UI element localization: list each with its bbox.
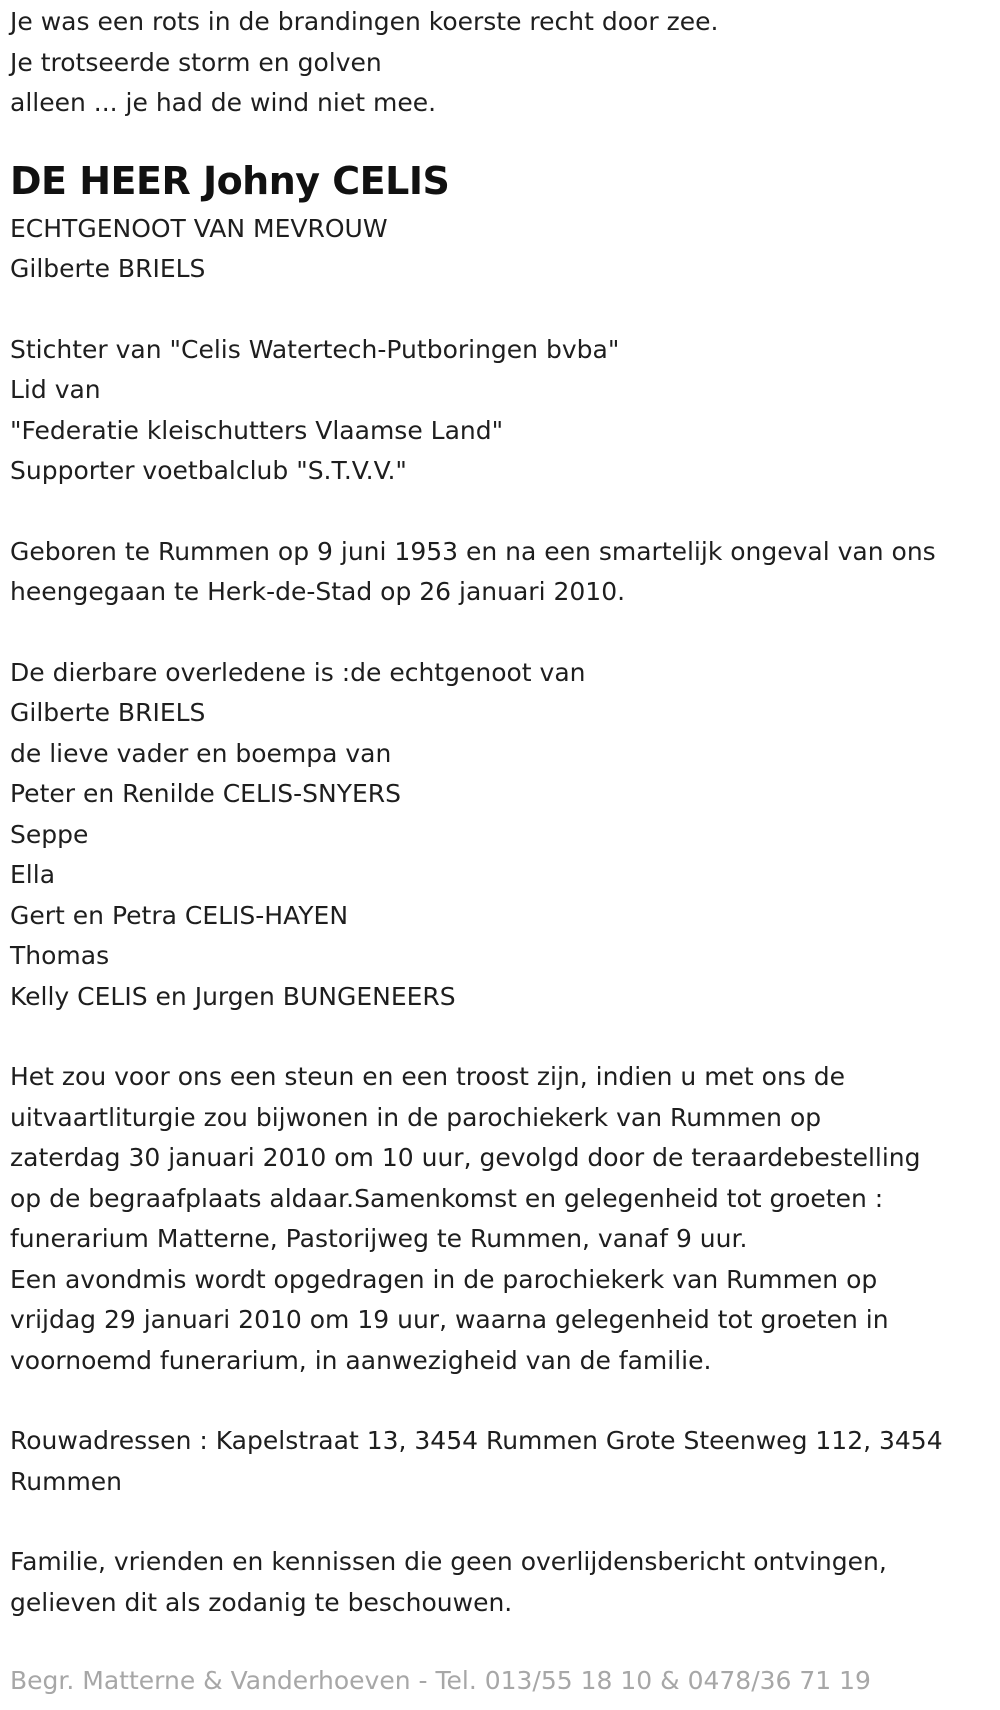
affiliation-line: Supporter voetbalclub "S.T.V.V.": [10, 456, 407, 485]
family-line: de lieve vader en boempa van: [10, 738, 392, 768]
poem-line: alleen ... je had de wind niet mee.: [10, 88, 437, 117]
deceased-name: DE HEER Johny CELIS: [10, 158, 450, 203]
birth-death-block: [10, 532, 995, 613]
obituary-notice: [10, 0, 995, 1702]
funeral-home-footer: Begr. Matterne & Vanderhoeven - Tel. 013/55 18 10 & 0478/36 71 19: [10, 1666, 871, 1695]
family-line: Thomas: [10, 941, 110, 970]
notice-block: [10, 1542, 995, 1623]
family-line: Gert en Petra CELIS-HAYEN: [10, 900, 349, 930]
family-line: Peter en Renilde CELIS-SNYERS: [10, 779, 402, 808]
memorial-poem: [10, 0, 995, 124]
notice-line: Familie, vrienden en kennissen die geen overlijdensbericht ontvingen,: [10, 1547, 887, 1576]
addresses-block: [10, 1421, 995, 1502]
family-block: [10, 653, 995, 1018]
spouse-name: Gilberte BRIELS: [10, 254, 206, 283]
affiliation-line: Stichter van "Celis Watertech-Putboringen bvba": [10, 334, 620, 364]
ceremony-line: uitvaartliturgie zou bijwonen in de parochiekerk van Rummen op: [10, 1102, 822, 1132]
birth-death-line: Geboren te Rummen op 9 juni 1953 en na een smartelijk ongeval van ons: [10, 536, 936, 566]
family-line: Kelly CELIS en Jurgen BUNGENEERS: [10, 981, 456, 1011]
affiliations-block: [10, 330, 995, 492]
ceremony-line: voornoemd funerarium, in aanwezigheid van de familie.: [10, 1345, 712, 1375]
address-line: Rouwadressen : Kapelstraat 13, 3454 Rummen Grote Steenweg 112, 3454: [10, 1426, 943, 1455]
affiliation-line: "Federatie kleischutters Vlaamse Land": [10, 415, 504, 445]
ceremony-line: op de begraafplaats aldaar.Samenkomst en gelegenheid tot groeten :: [10, 1183, 884, 1213]
ceremony-line: funerarium Matterne, Pastorijweg te Rummen, vanaf 9 uur.: [10, 1224, 748, 1253]
family-line: Gilberte BRIELS: [10, 698, 206, 727]
birth-death-line: heengegaan te Herk-de-Stad op 26 januari 2010.: [10, 577, 626, 606]
family-line: De dierbare overledene is :de echtgenoot van: [10, 657, 586, 687]
spouse-relation: ECHTGENOOT VAN MEVROUW: [10, 213, 388, 243]
affiliation-line: Lid van: [10, 375, 101, 404]
poem-line: Je trotseerde storm en golven: [10, 47, 382, 77]
address-line: Rummen: [10, 1466, 123, 1496]
family-line: Seppe: [10, 819, 89, 849]
ceremony-line: Het zou voor ons een steun en een troost zijn, indien u met ons de: [10, 1062, 846, 1091]
ceremony-line: vrijdag 29 januari 2010 om 19 uur, waarna gelegenheid tot groeten in: [10, 1305, 889, 1334]
notice-line: gelieven dit als zodanig te beschouwen.: [10, 1587, 513, 1617]
family-line: Ella: [10, 860, 56, 889]
poem-line: Je was een rots in de brandingen koerste recht door zee.: [10, 7, 719, 36]
ceremony-line: Een avondmis wordt opgedragen in de parochiekerk van Rummen op: [10, 1264, 878, 1294]
ceremony-line: zaterdag 30 januari 2010 om 10 uur, gevolgd door de teraardebestelling: [10, 1143, 921, 1172]
ceremony-block: [10, 1057, 995, 1381]
